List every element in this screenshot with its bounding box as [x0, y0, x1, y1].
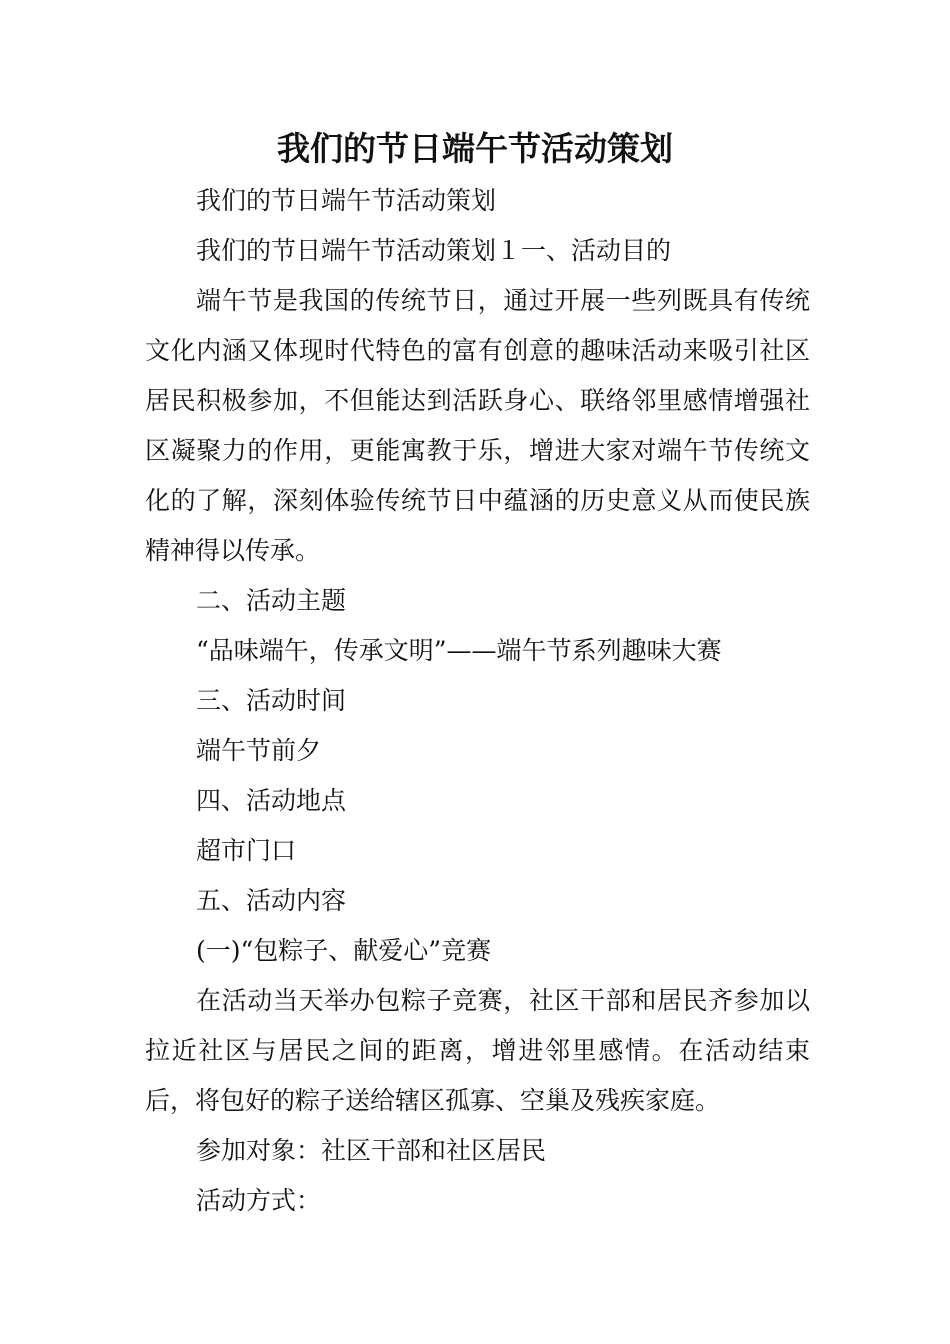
heading-time: 三、活动时间 [196, 686, 347, 715]
paragraph-participants: 参加对象：社区干部和社区居民 [196, 1136, 547, 1165]
paragraph-theme-body: “品味端午，传承文明”——端午节系列趣味大赛 [196, 636, 722, 665]
paragraph-section-purpose: 我们的节日端午节活动策划１一、活动目的 [196, 236, 672, 265]
document-title: 我们的节日端午节活动策划 [277, 129, 673, 168]
paragraph-activity-method: 活动方式： [196, 1186, 322, 1215]
heading-location: 四、活动地点 [196, 786, 347, 815]
paragraph-purpose-body: 端午节是我国的传统节日，通过开展一些列既具有传统文化内涵又体现时代特色的富有创意的趣味活动来吸引社区居民积极参加，不但能达到活跃身心、联络邻里感情增强社区凝聚力的作用，更能寓教于乐，增进大家对端午节传统文化的了解，深刻体验传统节日中蕴涵的历史意义从而使民族精神得以传承。 [145, 286, 810, 565]
paragraph-subtitle: 我们的节日端午节活动策划 [196, 186, 497, 215]
paragraph-time-body: 端午节前夕 [196, 736, 322, 765]
paragraph-contest-body: 在活动当天举办包粽子竞赛，社区干部和居民齐参加以拉近社区与居民之间的距离，增进邻里感情。在活动结束后，将包好的粽子送给辖区孤寡、空巢及残疾家庭。 [145, 986, 810, 1115]
subheading-zongzi-contest: (一)“包粽子、献爱心”竞赛 [196, 936, 492, 965]
document-body [145, 176, 810, 1226]
heading-content: 五、活动内容 [196, 886, 347, 915]
heading-theme: 二、活动主题 [196, 586, 347, 615]
paragraph-location-body: 超市门口 [196, 836, 297, 865]
